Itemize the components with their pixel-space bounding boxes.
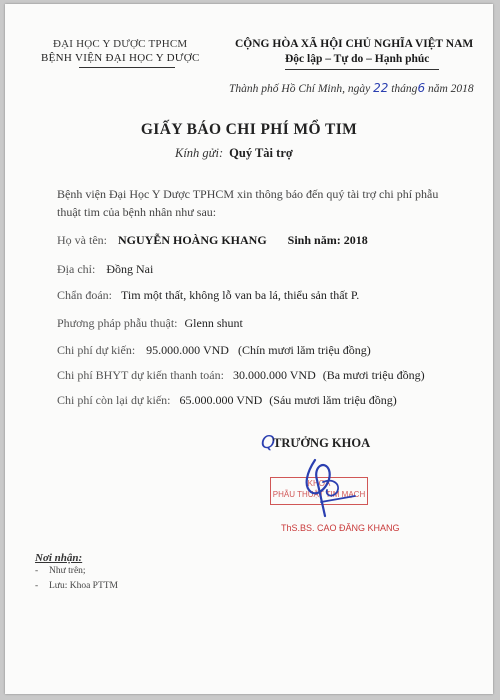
remaining-cost-row [57,393,397,408]
diagnosis-value: Tim một thất, không lỗ van ba lá, thiểu sản thất P. [121,288,360,302]
signer-name: ThS.BS. CAO ĐĂNG KHANG [281,523,400,533]
estimated-cost-words: (Chín mươi lăm triệu đồng) [237,343,371,357]
birth-label: Sinh năm: [287,233,341,247]
date-month-label: tháng [391,83,418,95]
handwritten-signature [267,452,377,524]
motto-underline [285,69,439,70]
diagnosis-label: Chẩn đoán: [57,288,112,302]
insurance-cost-row [57,368,425,383]
document-title: GIẤY BÁO CHI PHÍ MỔ TIM [140,121,358,138]
diagnosis-row [57,288,359,303]
method-value: Glenn shunt [184,316,243,330]
date-prefix: Thành phố Hồ Chí Minh, ngày [229,83,371,95]
intro-line-2: thuật tim của bệnh nhân như sau: [57,205,217,219]
patient-name-row [57,233,368,248]
birth-year: 2018 [343,233,368,247]
insurance-cost-label: Chi phí BHYT dự kiến thanh toán: [57,368,224,382]
recipient-item-text: Lưu: Khoa PTTM [49,581,119,591]
document-page [5,4,493,694]
method-row [57,316,243,331]
intro-line-1: Bệnh viện Đại Học Y Dược TPHCM xin thông báo đến quý tài trợ chi phí phẫu [57,187,439,201]
insurance-cost-value: 30.000.000 VND [232,368,316,382]
date-line [229,81,474,95]
recipient-value: Quý Tài trợ [229,146,293,160]
org-parent-name: ĐẠI HỌC Y DƯỢC TPHCM [53,38,188,50]
estimated-cost-value: 95.000.000 VND [146,343,229,357]
org-name: BỆNH VIỆN ĐẠI HỌC Y DƯỢC [41,52,200,64]
stamp-line-1: KHOA [307,479,331,488]
recipient-label: Kính gửi: [175,146,224,160]
remaining-cost-words: (Sáu mươi lăm triệu đồng) [269,393,397,407]
signature-initial-mark: Q [261,432,276,453]
date-year: năm 2018 [427,83,474,95]
insurance-cost-words: (Ba mươi triệu đồng) [322,368,425,382]
org-underline [79,67,175,68]
recipient-list-item: - Như trên; [35,566,86,576]
estimated-cost-label: Chi phí dự kiến: [57,343,136,357]
recipient-line [175,146,293,161]
signer-title: TRƯỞNG KHOA [273,436,371,450]
estimated-cost-row [57,343,371,358]
recipient-list-item: - Lưu: Khoa PTTM [35,581,119,591]
patient-name: NGUYỄN HOÀNG KHANG [118,233,267,247]
stamp-line-2: PHẪU THUẬT TIM MẠCH [272,490,366,499]
date-day: 22 [373,81,389,95]
remaining-cost-value: 65.000.000 VND [179,393,263,407]
national-title: CỘNG HÒA XÃ HỘI CHỦ NGHĨA VIỆT NAM [235,38,474,50]
address-label: Địa chỉ: [57,262,96,276]
recipients-title: Nơi nhận: [35,552,83,564]
remaining-cost-label: Chi phí còn lại dự kiến: [57,393,171,407]
national-motto: Độc lập – Tự do – Hạnh phúc [285,53,430,65]
patient-name-label: Họ và tên: [57,233,107,247]
date-month: 6 [417,81,426,95]
method-label: Phương pháp phẫu thuật: [57,316,178,330]
recipient-item-text: Như trên; [49,566,86,576]
address-value: Đồng Nai [106,262,154,276]
address-row [57,262,153,277]
